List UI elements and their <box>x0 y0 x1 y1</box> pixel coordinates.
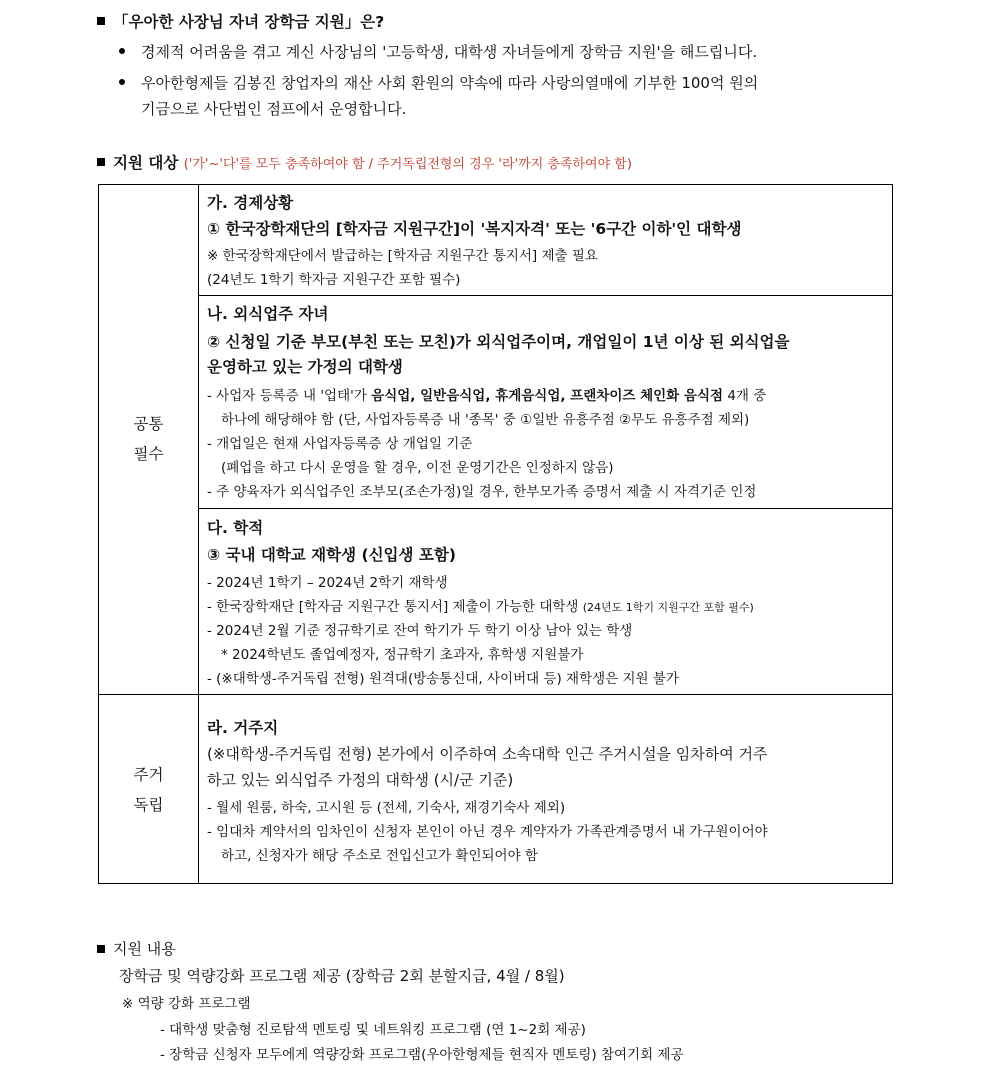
intro-bullet-2: 우아한형제들 김봉진 창업자의 재산 사회 환원의 약속에 따라 사랑의열매에 기부한 100억 원의 <box>141 74 759 92</box>
section-ra-main-1: (※대학생-주거독립 전형) 본가에서 이주하여 소속대학 인근 주거시설을 임차하여 거주 <box>207 745 768 763</box>
section-da-item-3-sub: * 2024학년도 졸업예정자, 정규학기 초과자, 휴학생 지원불가 <box>221 647 584 663</box>
section-da-item-2-main: - 한국장학재단 [학자금 지원구간 통지서] 제출이 가능한 대학생 <box>207 599 579 615</box>
support-item-2: - 장학금 신청자 모두에게 역량강화 프로그램(우아한형제들 현직자 멘토링) 참여기회 제공 <box>160 1047 684 1063</box>
section-ra-title: 라. 거주지 <box>207 719 279 737</box>
section-na-main-1: ② 신청일 기준 부모(부친 또는 모친)가 외식업주이며, 개업일이 1년 이상 된 외식업을 <box>207 333 790 351</box>
section-na-item-1-cont: 하나에 해당해야 함 (단, 사업자등록증 내 '종목' 중 ①일반 유흥주점 ②무도 유흥주점 제외) <box>221 412 750 428</box>
table-divider-ga-na <box>198 295 893 296</box>
section-da-item-2-small: (24년도 1학기 지원구간 포함 필수) <box>582 601 754 614</box>
row-label-housing-2: 독립 <box>133 796 164 814</box>
section-na-item-2: - 개업일은 현재 사업자등록증 상 개업일 기준 <box>207 436 473 452</box>
bullet-dot-1 <box>119 48 125 54</box>
section-na-item-1-bold: 음식업, 일반음식업, 휴게음식업, 프랜차이즈 체인화 음식점 <box>371 388 724 404</box>
section-ra-item-2-cont: 하고, 신청자가 해당 주소로 전입신고가 확인되어야 함 <box>221 848 538 864</box>
row-label-common-1: 공통 <box>133 415 164 433</box>
section-da-item-3: - 2024년 2월 기준 정규학기로 잔여 학기가 두 학기 이상 남아 있는 학생 <box>207 623 633 639</box>
row-label-common <box>99 409 198 469</box>
section-ga-title: 가. 경제상황 <box>207 194 294 212</box>
table-border-bottom <box>98 883 893 884</box>
section-ga-note-2: (24년도 1학기 학자금 지원구간 포함 필수) <box>207 272 461 288</box>
table-border-top <box>98 184 893 185</box>
row-label-housing <box>99 760 198 820</box>
row-label-housing-1: 주거 <box>133 766 164 784</box>
section-ga-note-1: ※ 한국장학재단에서 발급하는 [학자금 지원구간 통지서] 제출 필요 <box>207 248 598 264</box>
section-bullet-eligibility <box>97 158 105 166</box>
table-divider-na-da <box>198 508 893 509</box>
eligibility-title-text: 지원 대상 <box>113 154 179 172</box>
section-ra-item-1: - 월세 원룸, 하숙, 고시원 등 (전세, 기숙사, 재경기숙사 제외) <box>207 800 566 816</box>
section-ra-main-2: 하고 있는 외식업주 가정의 대학생 (시/군 기준) <box>207 771 514 789</box>
table-divider-da-ra <box>98 694 893 695</box>
section-da-item-2 <box>207 595 754 615</box>
section-na-item-1 <box>207 384 766 404</box>
section-na-title: 나. 외식업주 자녀 <box>207 305 329 323</box>
section-bullet-support <box>97 945 105 953</box>
eligibility-note: ('가'~'다'를 모두 충족하여야 함 / 주거독립전형의 경우 '라'까지 충족하여야 함) <box>183 157 632 172</box>
section-bullet-intro <box>97 17 105 25</box>
intro-bullet-1: 경제적 어려움을 겪고 계신 사장님의 '고등학생, 대학생 자녀들에게 장학금 지원'을 해드립니다. <box>141 43 758 61</box>
section-na-main-2: 운영하고 있는 가정의 대학생 <box>207 358 403 376</box>
intro-bullet-2-cont: 기금으로 사단법인 점프에서 운영합니다. <box>141 100 407 118</box>
section-da-item-1: - 2024년 1학기 – 2024년 2학기 재학생 <box>207 575 448 591</box>
support-line-2: ※ 역량 강화 프로그램 <box>122 996 251 1012</box>
section-da-main: ③ 국내 대학교 재학생 (신입생 포함) <box>207 546 456 564</box>
bullet-dot-2 <box>119 79 125 85</box>
section-ra-item-2: - 임대차 계약서의 임차인이 신청자 본인이 아닌 경우 계약자가 가족관계증명서 내 가구원이어야 <box>207 824 768 840</box>
table-divider-column <box>198 184 199 884</box>
row-label-common-2: 필수 <box>133 445 164 463</box>
section-na-item-1-c: 4개 중 <box>723 388 767 404</box>
intro-title: 「우아한 사장님 자녀 장학금 지원」은? <box>113 13 385 31</box>
section-da-item-4: - (※대학생-주거독립 전형) 원격대(방송통신대, 사이버대 등) 재학생은 지원 불가 <box>207 671 679 687</box>
support-title: 지원 내용 <box>113 940 176 958</box>
section-na-item-1-a: - 사업자 등록증 내 '업태'가 <box>207 388 372 404</box>
table-border-right <box>892 184 893 884</box>
support-item-1: - 대학생 맞춤형 진로탐색 멘토링 및 네트워킹 프로그램 (연 1~2회 제공) <box>160 1022 586 1038</box>
support-line-1: 장학금 및 역량강화 프로그램 제공 (장학금 2회 분할지급, 4월 / 8월) <box>119 967 565 985</box>
section-da-title: 다. 학적 <box>207 519 264 537</box>
section-na-item-2-cont: (폐업을 하고 다시 운영을 할 경우, 이전 운영기간은 인정하지 않음) <box>221 460 614 476</box>
eligibility-title <box>113 151 632 173</box>
section-na-item-3: - 주 양육자가 외식업주인 조부모(조손가정)일 경우, 한부모가족 증명서 제출 시 자격기준 인정 <box>207 484 757 500</box>
section-ga-main: ① 한국장학재단의 [학자금 지원구간]이 '복지자격' 또는 '6구간 이하'인 대학생 <box>207 220 742 238</box>
